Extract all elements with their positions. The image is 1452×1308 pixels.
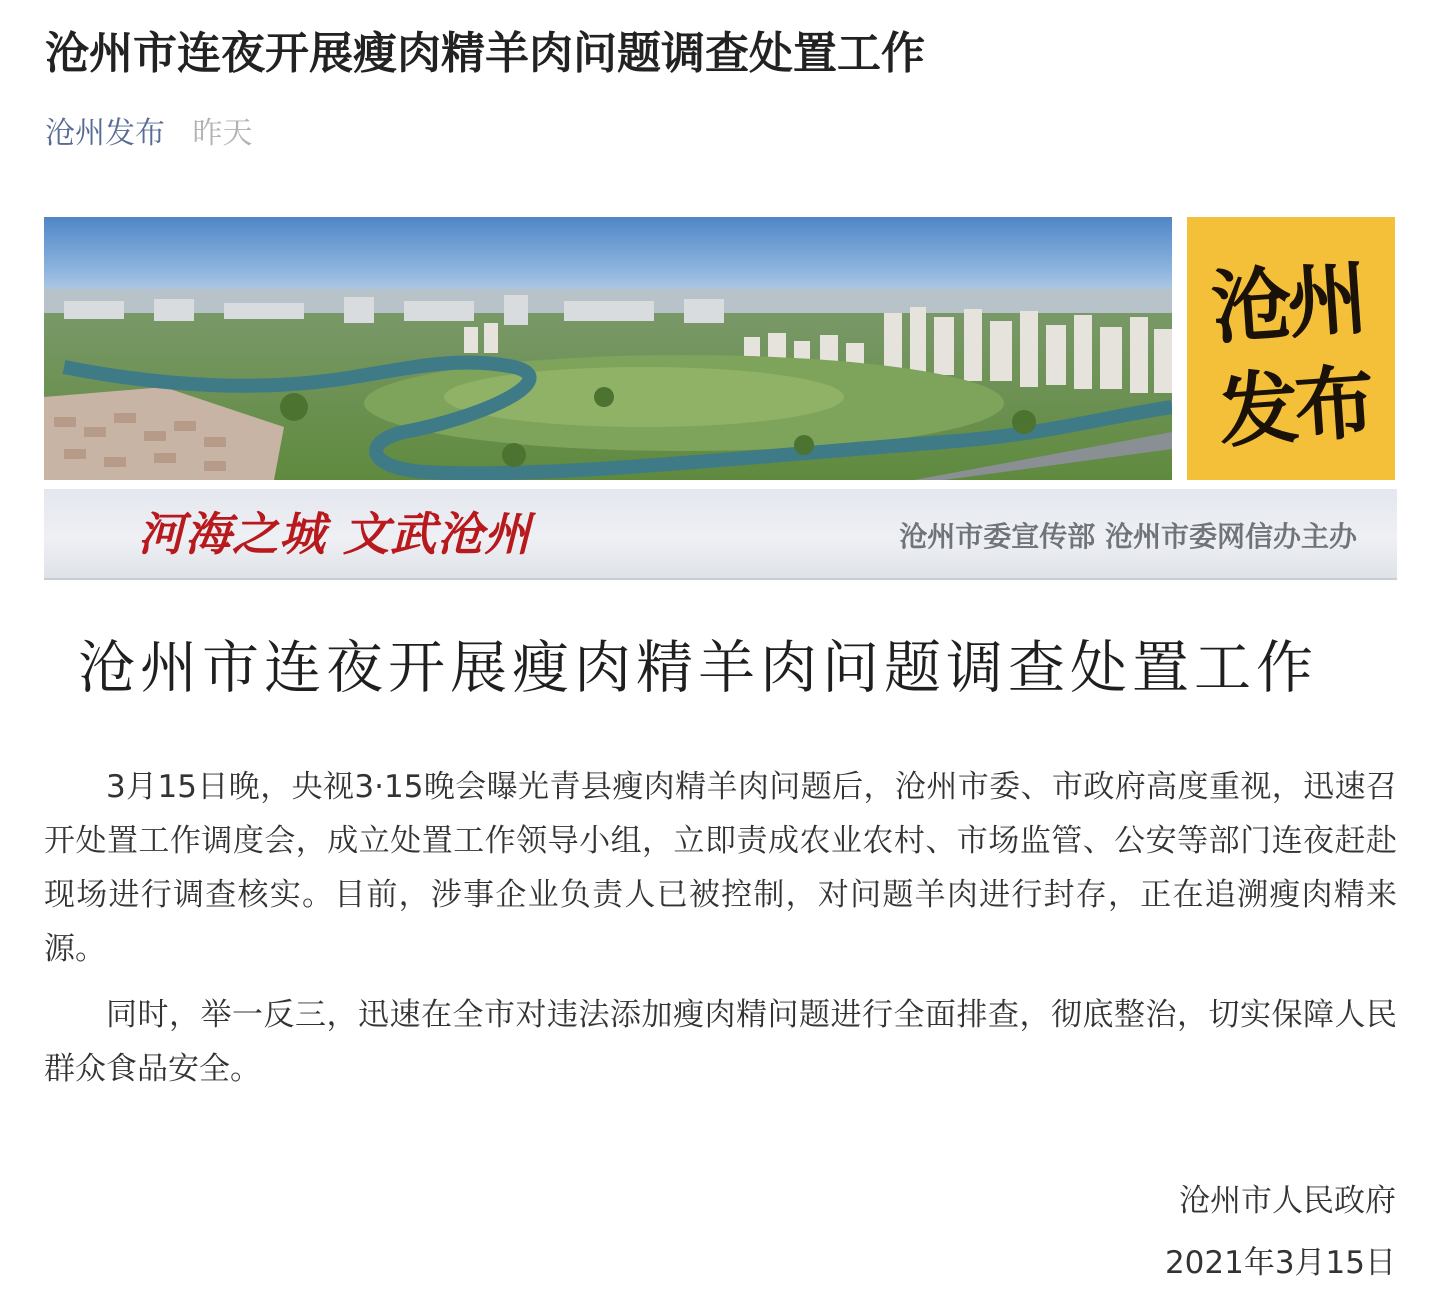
city-aerial-photo	[44, 217, 1172, 480]
headline-image-text: 沧州市连夜开展瘦肉精羊肉问题调查处置工作	[78, 635, 1318, 701]
account-name-link[interactable]: 沧州发布	[45, 116, 165, 151]
publish-date: 昨天	[192, 116, 253, 151]
body-paragraph: 3月15日晚，央视3·15晚会曝光青县瘦肉精羊肉问题后，沧州市委、市政府高度重视，迅速召开处置工作调度会，成立处置工作领导小组，立即责成农业农村、市场监管、公安等部门连夜赶赴现场进行调查核实。目前，涉事企业负责人已被控制，对问题羊肉进行封存，正在追溯瘦肉精来源。	[44, 769, 1397, 967]
article-title: 沧州市连夜开展瘦肉精羊肉问题调查处置工作	[45, 28, 925, 79]
banner-slogan: 河海之城 文武沧州	[138, 507, 532, 561]
signature-org: 沧州市人民政府	[1179, 1183, 1396, 1219]
banner-strip	[44, 489, 1397, 580]
body-paragraph: 同时，举一反三，迅速在全市对违法添加瘦肉精问题进行全面排查，彻底整治，切实保障人民群众食品安全。	[44, 997, 1397, 1087]
article-meta	[45, 112, 253, 156]
signature-block	[1165, 1170, 1396, 1294]
signature-date: 2021年3月15日	[1164, 1245, 1396, 1281]
banner-sponsor: 沧州市委宣传部 沧州市委网信办主办	[899, 520, 1357, 553]
header-banner	[44, 217, 1397, 580]
article-body	[44, 760, 1397, 1108]
account-logo	[1187, 217, 1395, 480]
logo-text: 沧州发布	[1208, 250, 1374, 460]
